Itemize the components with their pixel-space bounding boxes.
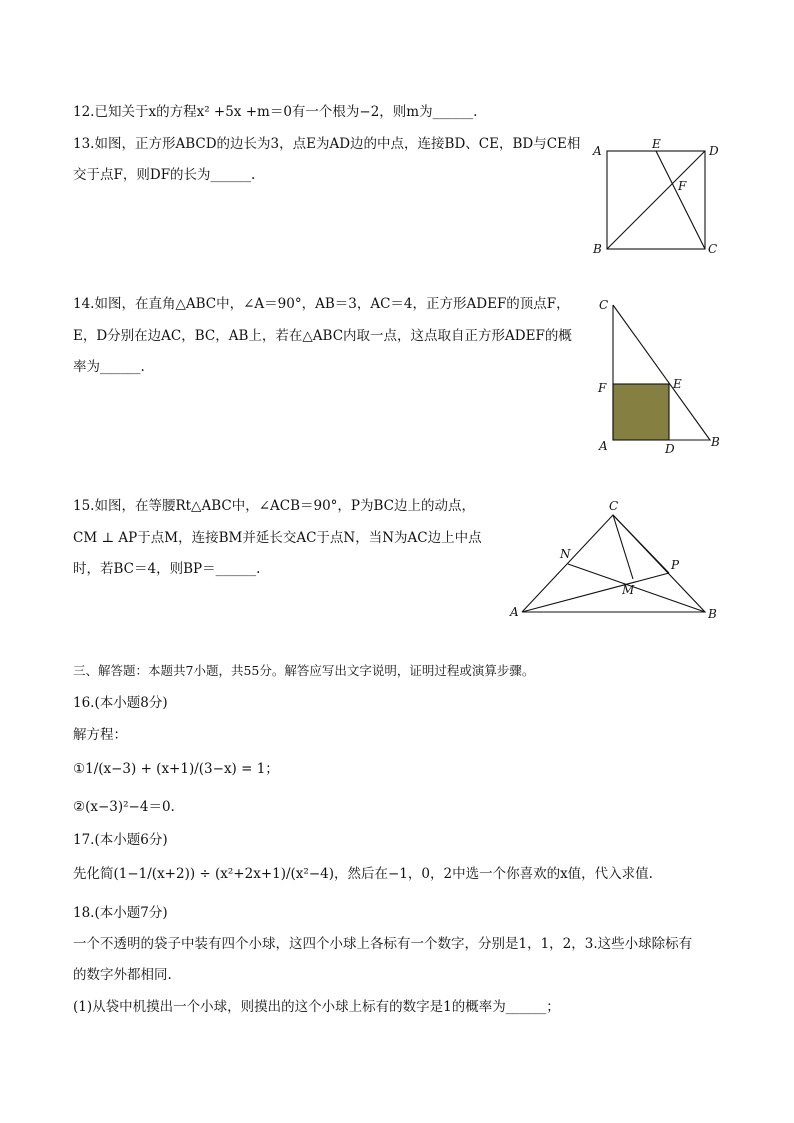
q13-line-ce xyxy=(656,151,705,249)
q13-line2: 交于点F，则DF的长为______. xyxy=(73,167,256,183)
q13-line1: 13.如图，正方形ABCD的边长为3，点E为AD边的中点，连接BD、CE，BD与CE相 xyxy=(73,136,581,152)
q13-line-bd xyxy=(607,151,705,249)
q14-label-d: D xyxy=(665,442,675,456)
q15-line2: CM ⊥ AP于点M，连接BM并延长交AC于点N，当N为AC边上中点 xyxy=(73,530,482,546)
q16-eq1: ①1/(x−3) + (x+1)/(3−x) = 1； xyxy=(73,761,279,777)
q14-label-c: C xyxy=(599,298,609,312)
q18-line1: 一个不透明的袋子中装有四个小球，这四个小球上各标有一个数字，分别是1，1，2，3.这些小球除标有 xyxy=(73,936,693,952)
q14-label-b: B xyxy=(711,435,720,449)
q15-label-p: P xyxy=(671,558,680,572)
q13-figure xyxy=(585,135,725,260)
q14-label-e: E xyxy=(673,377,682,391)
q14-figure xyxy=(592,293,727,463)
q15-label-c: C xyxy=(609,499,619,513)
q15-line-bn xyxy=(568,564,705,612)
q15-line-ap xyxy=(522,573,669,612)
q14-label-f: F xyxy=(598,381,607,395)
q13-label-b: B xyxy=(593,242,602,256)
q18-header: 18.(本小题7分) xyxy=(73,905,168,921)
q13-label-a: A xyxy=(593,144,602,158)
q16-header: 16.(本小题8分) xyxy=(73,695,168,711)
q17-header: 17.(本小题6分) xyxy=(73,832,168,848)
q18-line2: 的数字外都相同. xyxy=(73,967,172,983)
q15-line-cp xyxy=(613,515,669,573)
q15-line3: 时，若BC＝4，则BP＝______. xyxy=(73,561,261,577)
q13-label-f: F xyxy=(678,179,687,193)
q14-line1: 14.如图，在直角△ABC中，∠A＝90°，AB＝3，AC＝4，正方形ADEF的顶点F， xyxy=(73,296,570,312)
q15-label-n: N xyxy=(560,547,571,561)
q18-part1: (1)从袋中机摸出一个小球，则摸出的这个小球上标有的数字是1的概率为______； xyxy=(73,999,560,1015)
q12-text: 12.已知关于x的方程x² +5x +m＝0有一个根为−2，则m为______. xyxy=(73,104,478,120)
q13-label-c: C xyxy=(708,242,718,256)
q15-line1: 15.如图，在等腰Rt△ABC中，∠ACB＝90°，P为BC边上的动点， xyxy=(73,498,476,514)
q13-label-d: D xyxy=(709,144,719,158)
q15-label-b: B xyxy=(708,607,717,621)
q15-label-m: M xyxy=(622,583,635,597)
q14-label-a: A xyxy=(599,439,608,453)
q13-label-e: E xyxy=(652,137,661,151)
q16-eq2: ②(x−3)²−4＝0. xyxy=(73,799,175,815)
q14-line3: 率为______. xyxy=(73,359,145,375)
q14-square-adef xyxy=(613,384,669,440)
section3-title: 三、解答题：本题共7小题，共55分。解答应写出文字说明，证明过程或演算步骤。 xyxy=(73,663,535,678)
q15-figure xyxy=(505,495,730,625)
q14-line2: E，D分别在边AC，BC，AB上，若在△ABC内取一点，这点取自正方形ADEF的概 xyxy=(73,328,572,344)
q16-intro: 解方程： xyxy=(73,727,127,743)
q17-text: 先化简(1−1/(x+2)) ÷ (x²+2x+1)/(x²−4)，然后在−1，0，2中选一个你喜欢的x值，代入求值. xyxy=(73,866,653,882)
q15-label-a: A xyxy=(510,605,519,619)
